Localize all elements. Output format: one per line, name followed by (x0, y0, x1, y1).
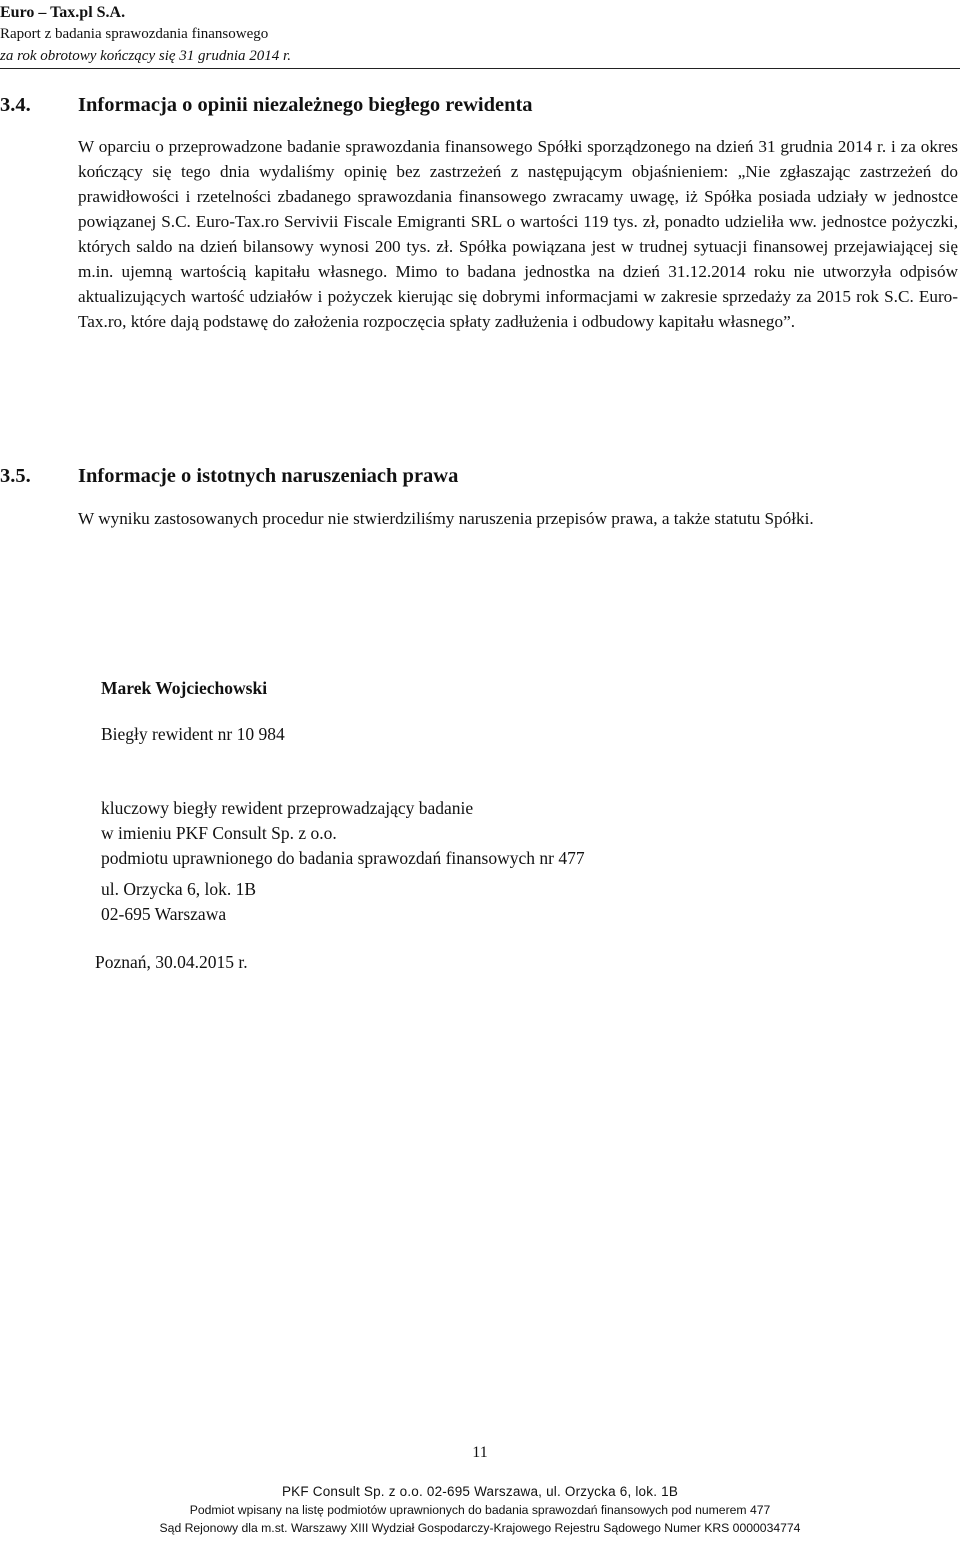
header-company: Euro – Tax.pl S.A. (0, 4, 126, 21)
footer-address: PKF Consult Sp. z o.o. 02-695 Warszawa, ul. Orzycka 6, lok. 1B (281, 1484, 679, 1499)
section-3-5-title: Informacje o istotnych naruszeniach prawa (78, 465, 459, 487)
section-3-4-body: W oparciu o przeprowadzone badanie sprawozdania finansowego Spółki sporządzonego na dzień 31 grudnia 2014 r. i za okres kończący się tego dnia wydaliśmy opinię bez zastrzeżeń z następującym objaśnieniem: „Nie zgłaszając zastrzeżeń do prawidłowości i rzetelności zbadanego sprawozdania finansowego zwracamy uwagę, iż Spółka posiada udziały w jednostce powiązanej S.C. Euro-Tax.ro Servivii Fiscale Emigranti SRL o wartości 119 tys. zł, ponadto udzieliła ww. jednostce pożyczki, których saldo na dzień bilansowy wynosi 200 tys. zł. Spółka powiązana jest w trudnej sytuacji finansowej przejawiającej się m.in. ujemną wartością kapitału własnego. Mimo to badana jednostka na dzień 31.12.2014 roku nie utworzyła odpisów aktualizujących wartość udziałów i pożyczek kierując się dobrymi informacjami w zakresie sprzedaży za 2015 rok S.C. Euro-Tax.ro, które dają podstawę do założenia rozpoczęcia spłaty zadłużenia i odbudowy kapitału własnego”. (78, 137, 958, 331)
header-report-title: Raport z badania sprawozdania finansowego (0, 26, 269, 42)
signatory-role-line1: kluczowy biegły rewident przeprowadzający badanie (101, 798, 474, 818)
header-period: za rok obrotowy kończący się 31 grudnia 2014 r. (0, 48, 291, 64)
place-date: Poznań, 30.04.2015 r. (95, 952, 248, 972)
footer-registry-line: Podmiot wpisany na listę podmiotów uprawnionych do badania sprawozdań finansowych pod numerem 477 (189, 1503, 771, 1517)
section-3-4-number: 3.4. (0, 94, 31, 116)
signatory-address-line1: ul. Orzycka 6, lok. 1B (101, 879, 257, 899)
signatory-address-line2: 02-695 Warszawa (101, 904, 227, 924)
signatory-name: Marek Wojciechowski (101, 678, 268, 698)
signatory-role-line2: w imieniu PKF Consult Sp. z o.o. (101, 823, 337, 843)
header-divider (0, 68, 960, 69)
section-3-5-number: 3.5. (0, 465, 31, 487)
page-number: 11 (472, 1444, 488, 1461)
signatory-role-line3: podmiotu uprawnionego do badania sprawozdań finansowych nr 477 (101, 848, 585, 868)
section-3-5-body: W wyniku zastosowanych procedur nie stwierdziliśmy naruszenia przepisów prawa, a także statutu Spółki. (78, 509, 814, 528)
footer-krs-line: Sąd Rejonowy dla m.st. Warszawy XIII Wydział Gospodarczy-Krajowego Rejestru Sądowego Numer KRS 0000034774 (159, 1521, 801, 1535)
section-3-4-title: Informacja o opinii niezależnego biegłego rewidenta (78, 94, 533, 116)
signatory-license: Biegły rewident nr 10 984 (101, 724, 285, 744)
